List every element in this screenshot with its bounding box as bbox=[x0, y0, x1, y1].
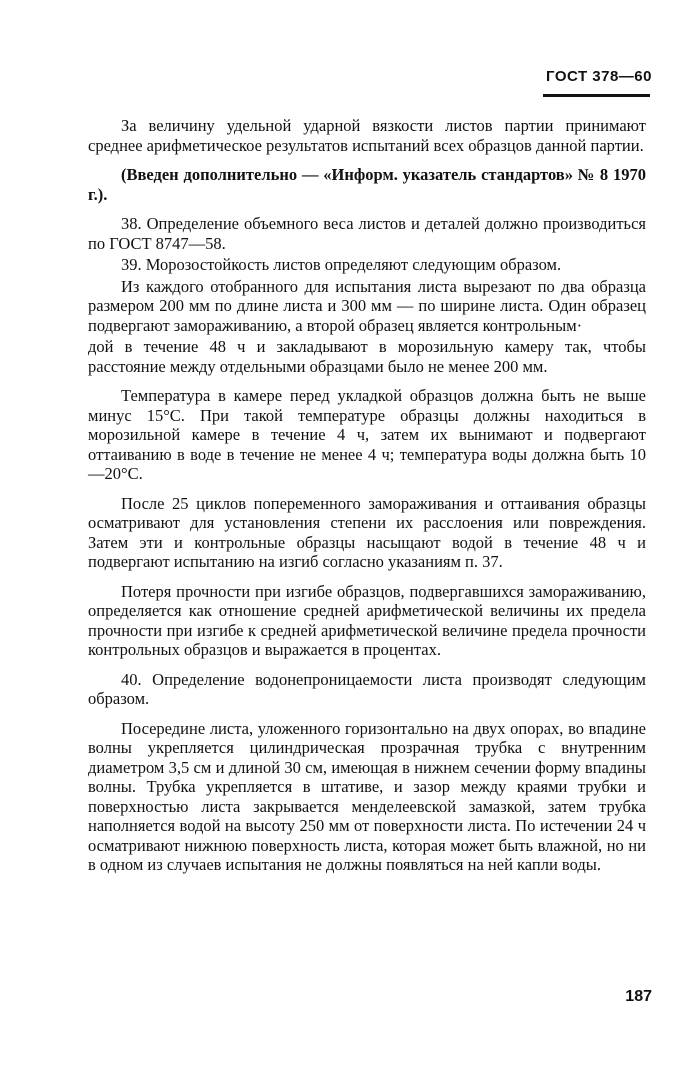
page-header bbox=[546, 68, 652, 86]
paragraph-cycles: После 25 циклов попеременного замораживания и оттаивания образцы осматривают для установления степени их расслоения или повреждения. Затем эти и контрольные образцы насыщают водой в течение 48 ч и подвергают испытанию на изгиб согласно указаниям п. 37. bbox=[88, 493, 646, 571]
paragraph-temperature: Температура в камере перед укладкой образцов должна быть не выше минус 15°С. При такой температуре образцы должны находиться в морозильной камере в течение 4 ч, затем их вынимают и подвергают оттаиванию в воде в течение не менее 4 ч; температура воды должна быть 10—20°С. bbox=[88, 386, 646, 483]
header-rule bbox=[543, 94, 650, 97]
standard-code: ГОСТ 378—60 bbox=[546, 68, 652, 85]
paragraph-item-40: 40. Определение водонепроницаемости листа производят следующим образом. bbox=[88, 669, 646, 708]
paragraph-freezer-placement: дой в течение 48 ч и закладывают в морозильную камеру так, чтобы расстояние между отдельными образцами было не менее 200 мм. bbox=[88, 337, 646, 376]
paragraph-specimen-cutting: Из каждого отобранного для испытания листа вырезают по два образца размером 200 мм по длине листа и 300 мм — по ширине листа. Один образец подвергают замораживанию, а второй образец является контрольным· bbox=[88, 276, 646, 335]
page-number: 187 bbox=[625, 988, 652, 1005]
paragraph-item-39: 39. Морозостойкость листов определяют следующим образом. bbox=[121, 255, 562, 274]
paragraph-strength-loss: Потеря прочности при изгибе образцов, подвергавшихся замораживанию, определяется как отношение средней арифметической величины их предела прочности при изгибе к средней арифметической величине предела прочности контрольных образцов и выражается в процентах. bbox=[88, 581, 646, 659]
paragraph-impact-strength: За величину удельной ударной вязкости листов партии принимают среднее арифметическое результатов испытаний всех образцов данной партии. bbox=[88, 116, 646, 155]
body-text bbox=[88, 116, 646, 885]
paragraph-water-tube-test: Посередине листа, уложенного горизонтально на двух опорах, во впадине волны укрепляется цилиндрическая прозрачная трубка с внутренним диаметром 3,5 см и длиной 30 см, имеющая в нижнем сечении форму впадины волны. Трубка укрепляется в штативе, и зазор между краями трубки и поверхностью листа закрывается менделеевской замазкой, затем трубка наполняется водой на высоту 250 мм от поверхности листа. По истечении 24 ч осматривают нижнюю поверхность листа, которая может быть влажной, но ни в одном из случаев испытания не должны появляться на ней капли воды. bbox=[88, 718, 646, 874]
paragraph-item-38: 38. Определение объемного веса листов и деталей должно производиться по ГОСТ 8747—58. bbox=[88, 214, 646, 253]
paragraph-amendment-note: (Введен дополнительно — «Информ. указатель стандартов» № 8 1970 г.). bbox=[88, 165, 646, 204]
